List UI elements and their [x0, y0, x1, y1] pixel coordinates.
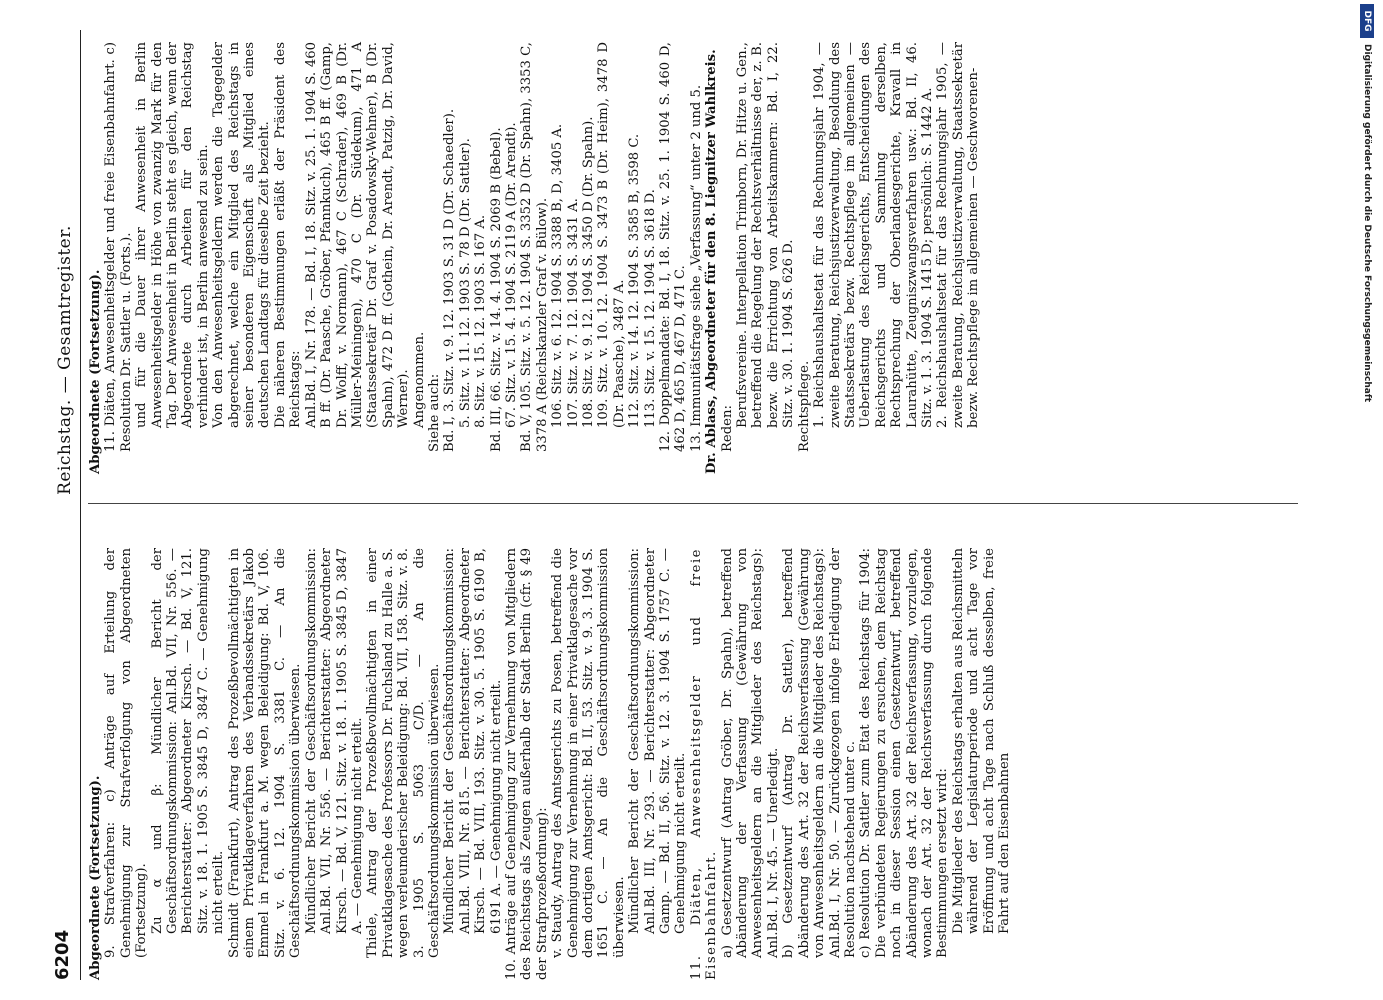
- reference-line: Bd. III, 66. Sitz. v. 14. 4. 1904 S. 2069 B (Bebel).: [488, 127, 504, 452]
- reference-line: 67. Sitz. v. 15. 4. 1904 S. 2119 A (Dr. Arendt).: [503, 122, 519, 428]
- reference-line: 107. Sitz. v. 7. 12. 1904 S. 3431 A.: [565, 198, 581, 428]
- left-column: [88, 548, 1012, 980]
- reference-line: 106. Sitz. v. 6. 12. 1904 S. 3388 B, D, 3405 A.: [550, 123, 566, 428]
- digitization-credit: Digitalisierung gefördert durch die Deutsche Forschungsgemeinschaft: [1362, 44, 1372, 403]
- entry-paragraph: Schmidt (Frankfurt), Antrag des Prozeßbevollmächtigten in einem Privatklageverfahren des Verbandssekretärs Jakob Emmel in Frankfurt a. M. wegen Beleidigung: Bd. V, 106. Sitz. v. 6. 12. 1904 S. 3381 C. — An die Geschäftsordnungskommission überwiesen.: [226, 548, 304, 958]
- running-title-text: Reichstag. — Gesamtregister.: [55, 225, 75, 495]
- entry-subsection: 11. Diäten, Anwesenheitsgelder und freie Eisenbahnfahrt.: [688, 548, 720, 980]
- reference-line: 109. Sitz. v. 10. 12. 1904 S. 3473 B (Dr. Heim), 3478 D (Dr. Paasche), 3487 A.: [596, 42, 627, 428]
- entry-paragraph: Berufsvereine. Interpellation Trimborn, Dr. Hitze u. Gen., betreffend die Regelung der Rechtsverhältnisse der, z. B. bezw. die Errichtung von Arbeitskammern: Bd. I, 22. Sitz. v. 30. 1. 1904 S. 626 D.: [735, 42, 797, 428]
- entry-paragraph: c) Resolution Dr. Sattler zum Etat des Reichstags für 1904: Die verbündeten Regierungen zu ersuchen, dem Reichstag noch in dieser Session einen Gesetzentwurf, betreffend Abänderung des Art. 32 der Reichsverfassung, vorzulegen, wonach der Art. 32 der Reichsverfassung durch folgende Bestimmungen ersetzt wird:: [858, 548, 951, 958]
- entry-paragraph: Thiele, Antrag der Prozeßbevollmächtigten in einer Privatklagesache des Professors Dr. Fuchsland zu Halle a. S. wegen verleumderischer Beleidigung: Bd. VII, 158. Sitz. v. 8. 3. 1905 S. 5063 C/D. — An die Geschäftsordnungskommission überwiesen.: [365, 548, 442, 958]
- reference-line: 112. Sitz. v. 14. 12. 1904 S. 3585 B, 3598 C.: [627, 133, 643, 428]
- entry-heading: Abgeordnete (Fortsetzung).: [88, 775, 103, 980]
- entry-paragraph: Mündlicher Bericht der Geschäftsordnungskommission: Anl.Bd. VII, Nr. 556. — Berichterstatter: Abgeordneter Kirsch. — Bd. V, 121. Sitz. v. 18. 1. 1905 S. 3845 D, 3847 A. — Genehmigung nicht erteilt.: [303, 548, 365, 934]
- entry-paragraph: Die Mitglieder des Reichstags erhalten aus Reichsmitteln während der Legislaturperiode und acht Tage vor Eröffnung und acht Tage nach Schluß desselben, freie Fahrt auf den Eisenbahnen: [950, 548, 1012, 934]
- entry-paragraph: und für die Dauer ihrer Anwesenheit in Berlin Anwesenheitsgelder in Höhe von zwanzig Mark für den Tag. Der Anwesenheit in Berlin steht es gleich, wenn der Abgeordnete durch Arbeiten für den Reichstag verhindert ist, in Berlin anwesend zu sein.: [134, 42, 211, 428]
- entry-paragraph: Angenommen.: [411, 331, 427, 428]
- entry-paragraph: v. Staudy, Antrag des Amtsgerichts zu Posen, betreffend die Genehmigung zur Vernehmung in einer Privatklagesache vor dem dortigen Amtsgericht: Bd. II, 53. Sitz. v. 9. 3. 1904 S. 1651 C. — An die Geschäftsordnungskommission überwiesen.: [550, 548, 627, 958]
- reference-line: Bd. I, 3. Sitz. v. 9. 12. 1903 S. 31 D (Dr. Schaedler).: [442, 108, 458, 452]
- reference-line: 8. Sitz. v. 15. 12. 1903 S. 167 A.: [473, 214, 489, 428]
- credit-strip: [1361, 0, 1372, 1000]
- entry-subsection: 10. Anträge auf Genehmigung zur Vernehmung von Mitgliedern des Reichstags als Zeugen außerhalb der Stadt Berlin (cfr. § 49 der Strafprozeßordnung):: [503, 548, 550, 980]
- reference-line: Bd. V, 105. Sitz. v. 5. 12. 1904 S. 3352 D (Dr. Spahn), 3353 C, 3378 A (Reichskanzler Graf v. Bülow).: [519, 42, 550, 452]
- reference-line: 5. Sitz. v. 11. 12. 1903 S. 78 D (Dr. Sattler).: [457, 138, 473, 428]
- entry-heading: Dr. Ablass, Abgeordneter für den 8. Liegnitzer Wahlkreis.: [704, 49, 720, 474]
- entry-paragraph: Siehe auch:: [426, 373, 442, 452]
- entry-subsection: 9. Strafverfahren: c) Anträge auf Erteilung der Genehmigung zur Strafverfolgung von Abgeordneten (Fortsetzung).: [103, 548, 150, 958]
- reference-line: 113. Sitz. v. 15. 12. 1904 S. 3618 D.: [642, 189, 658, 428]
- entry-paragraph: 2. Reichshaushaltsetat für das Rechnungsjahr 1905, — zweite Beratung, Reichsjustizverwaltung, Staatssekretär bezw. Rechtspflege im allgemeinen — Geschworenen-: [935, 42, 982, 428]
- entry-heading: Abgeordnete (Fortsetzung).: [88, 269, 103, 474]
- entry-paragraph: Die näheren Bestimmungen erläßt der Präsident des Reichstags:: [272, 42, 304, 428]
- entry-paragraph: Zu α und β: Mündlicher Bericht der Geschäftsordnungskommission: Anl.Bd. VII, Nr. 556. — Berichterstatter: Abgeordneter Kirsch. — Bd. V, 121. Sitz. v. 18. 1. 1905 S. 3845 D, 3847 C. — Genehmigung nicht erteilt.: [149, 548, 227, 934]
- page-number: 6204: [52, 929, 73, 980]
- entry-paragraph: b) Gesetzentwurf (Antrag Dr. Sattler), betreffend Abänderung des Art. 32 der Reichsverfassung (Gewährung von Anwesenheitsgeldern an die Mitglieder des Reichstags): Anl.Bd. I, Nr. 50. — Zurückgezogen infolge Erledigung der Resolution nachstehend unter c.: [781, 548, 858, 958]
- entry-subsection: 13. Immunitätsfrage siehe „Verfassung“ unter 2 und 5.: [688, 84, 704, 452]
- entry-subsection: Rechtspflege.: [796, 360, 812, 452]
- entry-paragraph: Anl.Bd. I, Nr. 178. — Bd. I, 18. Sitz. v. 25. 1. 1904 S. 460 B ff. (Dr. Paasche, Gröber, Pfannkuch), 465 B ff. (Gamp, Dr. Wolff, v. Normann), 467 C (Schrader), 469 B (Dr. Müller-Meiningen), 470 C (Dr. Südekum), 471 A (Staatssekretär Dr. Graf v. Posadowsky-Wehner), B (Dr. Spahn), 472 D ff. (Gothein, Dr. Arendt, Patzig, Dr. David, Werner).: [303, 42, 412, 428]
- entry-paragraph: Mündlicher Bericht der Geschäftsordnungskommission: Anl.Bd. III, Nr. 293. — Berichterstatter: Abgeordneter Gamp. — Bd. II, 56. Sitz. v. 12. 3. 1904 S. 1757 C. — Genehmigung nicht erteilt.: [627, 548, 689, 934]
- entry-paragraph: Von den Anwesenheitsgeldern werden die Tagegelder abgerechnet, welche ein Mitglied des Reichstags in seiner besonderen Eigenschaft als Mitglied eines deutschen Landtags für dieselbe Zeit bezieht.: [211, 42, 273, 428]
- entry-subsection: 12. Doppelmandate: Bd. I, 18. Sitz. v. 25. 1. 1904 S. 460 D, 462 D, 465 D, 467 D, 471 C.: [658, 42, 689, 452]
- right-column: [88, 42, 982, 474]
- running-title: [55, 0, 75, 720]
- header-rule: [80, 30, 81, 980]
- reference-line: 108. Sitz. v. 9. 12. 1904 S. 3450 D (Dr. Spahn).: [581, 116, 596, 428]
- entry-paragraph: 1. Reichshaushaltsetat für das Rechnungsjahr 1904, — zweite Beratung, Reichsjustizverwaltung, Besoldung des Staatssekretärs bezw. Rechtspflege im allgemeinen — Ueberlastung des Reichsgerichts, Entscheidungen des Reichsgerichts und Sammlung derselben, Rechtsprechung der Oberlandesgerichte, Kravall in Laurahütte, Zeugniszwangsverfahren usw.: Bd. II, 46. Sitz. v. 1. 3. 1904 S. 1415 D; persönlich: S. 1442 A.: [812, 42, 935, 428]
- entry-subsection: Reden:: [719, 405, 735, 452]
- entry-paragraph: Mündlicher Bericht der Geschäftsordnungskommission: Anl.Bd. VIII, Nr. 815. — Berichterstatter: Abgeordneter Kirsch. — Bd. VIII, 193. Sitz. v. 30. 5. 1905 S. 6190 B, 6191 A. — Genehmigung nicht erteilt.: [442, 548, 504, 934]
- entry-subsection: 11. Diäten, Anwesenheitsgelder und freie Eisenbahnfahrt. c) Resolution Dr. Sattler u. (Forts.).: [103, 42, 134, 452]
- dfg-logo: DFG: [1360, 4, 1374, 38]
- column-rule: [88, 503, 1298, 504]
- entry-paragraph: a) Gesetzentwurf (Antrag Gröber, Dr. Spahn), betreffend Abänderung der Verfassung (Gewährung von Anwesenheitsgeldern an die Mitglieder des Reichstags): Anl.Bd. I, Nr. 45. — Unerledigt.: [719, 548, 781, 958]
